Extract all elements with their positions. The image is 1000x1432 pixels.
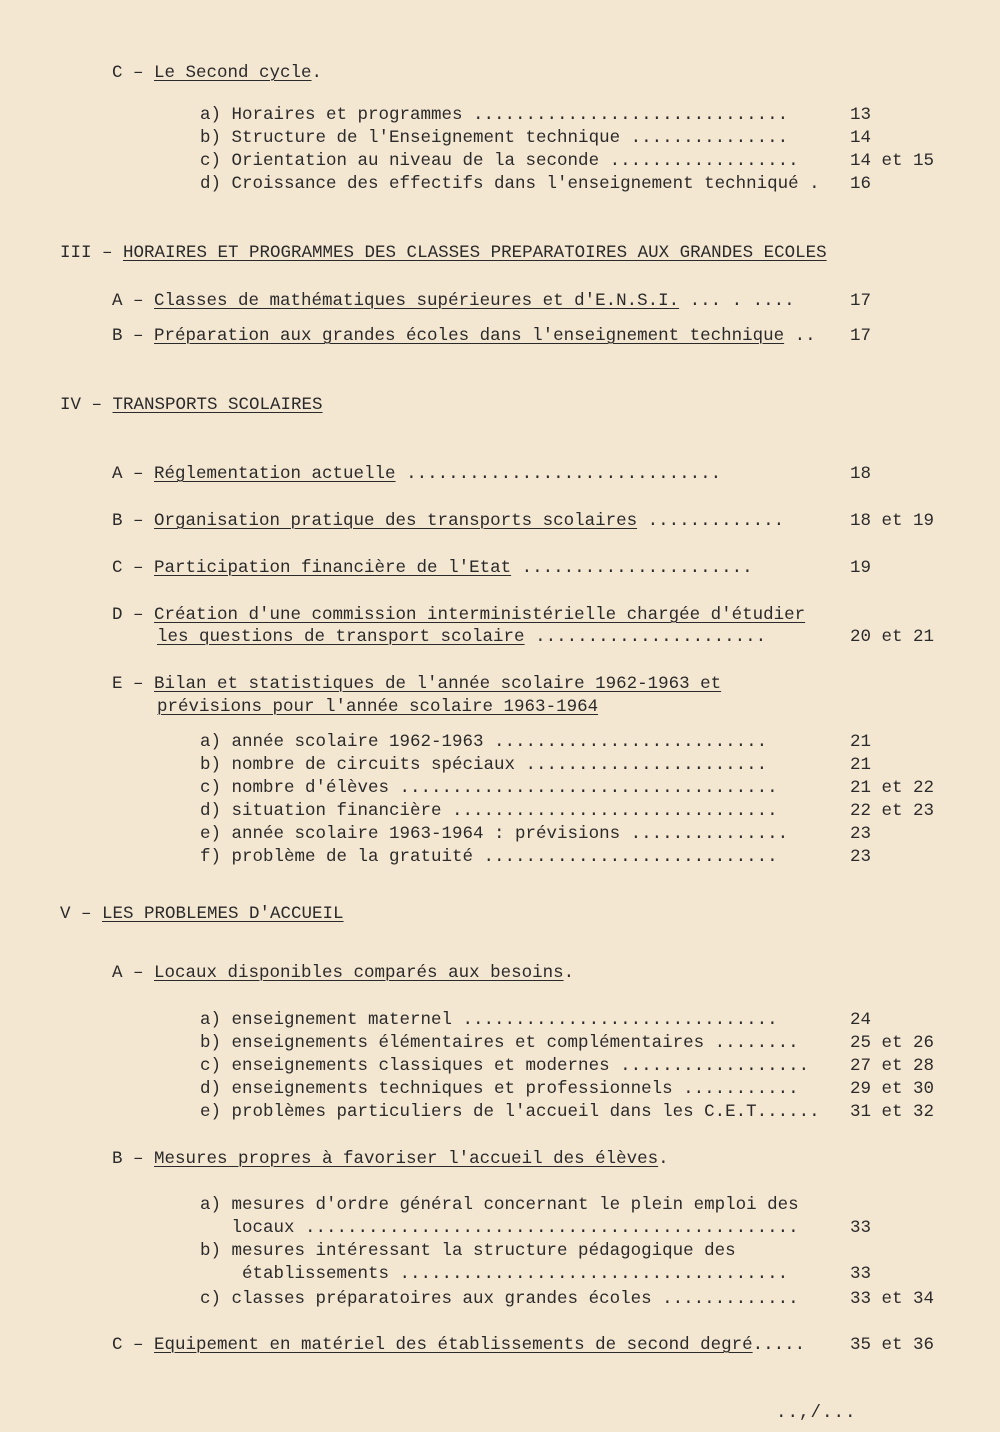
toc-entry: e) année scolaire 1963-1964 : prévisions ............... — [200, 824, 789, 844]
page-ref: 19 — [850, 558, 872, 578]
page-ref: 14 — [850, 128, 872, 148]
toc-entry: f) problème de la gratuité ............................ — [200, 847, 778, 867]
toc-entry: A – Classes de mathématiques supérieures et d'E.N.S.I. ... . .... — [112, 291, 795, 311]
page-ref: 17 — [850, 291, 872, 311]
section-numeral: III – — [60, 243, 124, 263]
toc-entry-continued: établissements ..................................... — [200, 1264, 789, 1284]
subsection-heading: B – Mesures propres à favoriser l'accueil des élèves. — [112, 1149, 669, 1169]
toc-entry: B – Préparation aux grandes écoles dans l'enseignement technique .. — [112, 326, 816, 346]
section-suffix: . — [311, 63, 323, 83]
section-v-heading — [60, 903, 344, 925]
section-iv-heading — [60, 394, 323, 416]
toc-entry: d) situation financière ............................... — [200, 801, 778, 821]
page-ref: 14 et 15 — [850, 151, 935, 171]
toc-entry: c) enseignements classiques et modernes .................. — [200, 1056, 810, 1076]
subsection-heading: A – Locaux disponibles comparés aux besoins. — [112, 963, 575, 983]
section-title: LES PROBLEMES D'ACCUEIL — [102, 904, 344, 924]
section-title: TRANSPORTS SCOLAIRES — [112, 395, 323, 415]
page-ref: 23 — [850, 847, 872, 867]
page-ref: 17 — [850, 326, 872, 346]
toc-entry: a) année scolaire 1962-1963 .......................... — [200, 732, 768, 752]
section-numeral: IV – — [60, 395, 113, 415]
toc-entry: d) Croissance des effectifs dans l'enseignement techniqué . — [200, 174, 820, 194]
toc-entry: B – Organisation pratique des transports scolaires ............. — [112, 511, 785, 531]
section-numeral: V – — [60, 904, 103, 924]
page-ref: 35 et 36 — [850, 1335, 935, 1355]
toc-entry: C – Participation financière de l'Etat ...................... — [112, 558, 753, 578]
toc-entry: D – Création d'une commission interministérielle chargée d'étudier — [112, 605, 806, 625]
page-ref: 24 — [850, 1010, 872, 1030]
toc-entry: b) Structure de l'Enseignement technique ............... — [200, 128, 789, 148]
section-title: Le Second cycle — [154, 63, 312, 83]
page-ref: 20 et 21 — [850, 627, 935, 647]
continuation-marker: ..,/... — [776, 1403, 857, 1423]
section-title: HORAIRES ET PROGRAMMES DES CLASSES PREPARATOIRES AUX GRANDES ECOLES — [123, 243, 827, 263]
page-ref: 18 et 19 — [850, 511, 935, 531]
page-ref: 16 — [850, 174, 872, 194]
toc-entry: c) nombre d'élèves .................................... — [200, 778, 778, 798]
page-ref: 33 — [850, 1218, 872, 1238]
toc-entry: b) enseignements élémentaires et complémentaires ........ — [200, 1033, 799, 1053]
toc-entry: e) problèmes particuliers de l'accueil dans les C.E.T...... — [200, 1102, 820, 1122]
section-iii-heading — [60, 242, 827, 264]
page-ref: 13 — [850, 105, 872, 125]
toc-entry-continued: les questions de transport scolaire ...................... — [157, 627, 767, 647]
page-ref: 21 et 22 — [850, 778, 935, 798]
page-ref: 18 — [850, 464, 872, 484]
toc-entry: a) mesures d'ordre général concernant le plein emploi des — [200, 1195, 799, 1215]
page-ref: 23 — [850, 824, 872, 844]
page-ref: 25 et 26 — [850, 1033, 935, 1053]
toc-entry: c) Orientation au niveau de la seconde .................. — [200, 151, 799, 171]
toc-entry: A – Réglementation actuelle .............................. — [112, 464, 722, 484]
page-ref: 33 et 34 — [850, 1289, 935, 1309]
page-ref: 33 — [850, 1264, 872, 1284]
page-ref: 29 et 30 — [850, 1079, 935, 1099]
toc-entry-continued: prévisions pour l'année scolaire 1963-1964 — [157, 697, 599, 717]
toc-entry: C – Equipement en matériel des établissements de second degré..... — [112, 1335, 806, 1355]
page-ref: 31 et 32 — [850, 1102, 935, 1122]
toc-entry: E – Bilan et statistiques de l'année scolaire 1962-1963 et — [112, 674, 722, 694]
page-ref: 27 et 28 — [850, 1056, 935, 1076]
toc-entry: a) enseignement maternel .............................. — [200, 1010, 778, 1030]
toc-entry: b) nombre de circuits spéciaux ....................... — [200, 755, 768, 775]
section-c-heading — [112, 62, 322, 84]
section-prefix: C – — [112, 63, 155, 83]
page-ref: 22 et 23 — [850, 801, 935, 821]
toc-entry: c) classes préparatoires aux grandes écoles ............. — [200, 1289, 799, 1309]
toc-entry: d) enseignements techniques et professionnels ........... — [200, 1079, 799, 1099]
toc-entry-continued: locaux ............................................... — [200, 1218, 799, 1238]
page-ref: 21 — [850, 755, 872, 775]
page-ref: 21 — [850, 732, 872, 752]
toc-entry: b) mesures intéressant la structure pédagogique des — [200, 1241, 736, 1261]
toc-entry: a) Horaires et programmes .............................. — [200, 105, 789, 125]
